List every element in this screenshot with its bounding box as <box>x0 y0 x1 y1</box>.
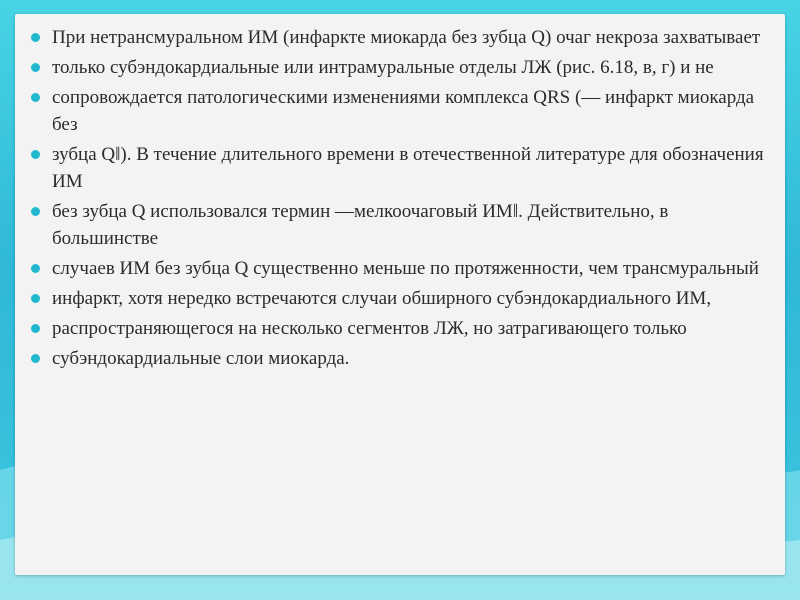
bullet-item <box>52 24 771 51</box>
bullet-text: субэндокардиальные слои миокарда. <box>52 348 350 369</box>
bullet-dot-icon <box>31 324 40 333</box>
bullet-item <box>52 345 771 372</box>
bullet-text: распространяющегося на несколько сегментов ЛЖ, но затрагивающего только <box>52 318 687 339</box>
slide-content-card <box>15 14 785 575</box>
bullet-item <box>52 198 771 252</box>
bullet-dot-icon <box>31 354 40 363</box>
bullet-item <box>52 54 771 81</box>
bullet-text: При нетрансмуральном ИМ (инфаркте миокарда без зубца Q) очаг некроза захватывает <box>52 27 761 48</box>
bullet-item <box>52 141 771 195</box>
bullet-dot-icon <box>31 93 40 102</box>
bullet-text: инфаркт, хотя нередко встречаются случаи обширного субэндокардиального ИМ, <box>52 288 712 309</box>
bullet-item <box>52 84 771 138</box>
bullet-dot-icon <box>31 294 40 303</box>
bullet-dot-icon <box>31 264 40 273</box>
bullet-text: случаев ИМ без зубца Q существенно меньше по протяженности, чем трансмуральный <box>52 258 759 279</box>
bullet-item <box>52 285 771 312</box>
bullet-dot-icon <box>31 33 40 42</box>
bullet-list <box>15 14 785 372</box>
bullet-dot-icon <box>31 207 40 216</box>
bullet-text: только субэндокардиальные или интрамуральные отделы ЛЖ (рис. 6.18, в, г) и не <box>52 57 714 78</box>
bullet-dot-icon <box>31 150 40 159</box>
bullet-text: сопровождается патологическими изменениями комплекса QRS (— инфаркт миокарда без <box>52 87 755 135</box>
bullet-item <box>52 255 771 282</box>
bullet-dot-icon <box>31 63 40 72</box>
bullet-text: без зубца Q использовался термин —мелкоочаговый ИМ‖. Действительно, в большинстве <box>52 201 669 249</box>
bullet-text: зубца Q‖). В течение длительного времени в отечественной литературе для обозначения ИМ <box>52 144 764 192</box>
bullet-item <box>52 315 771 342</box>
